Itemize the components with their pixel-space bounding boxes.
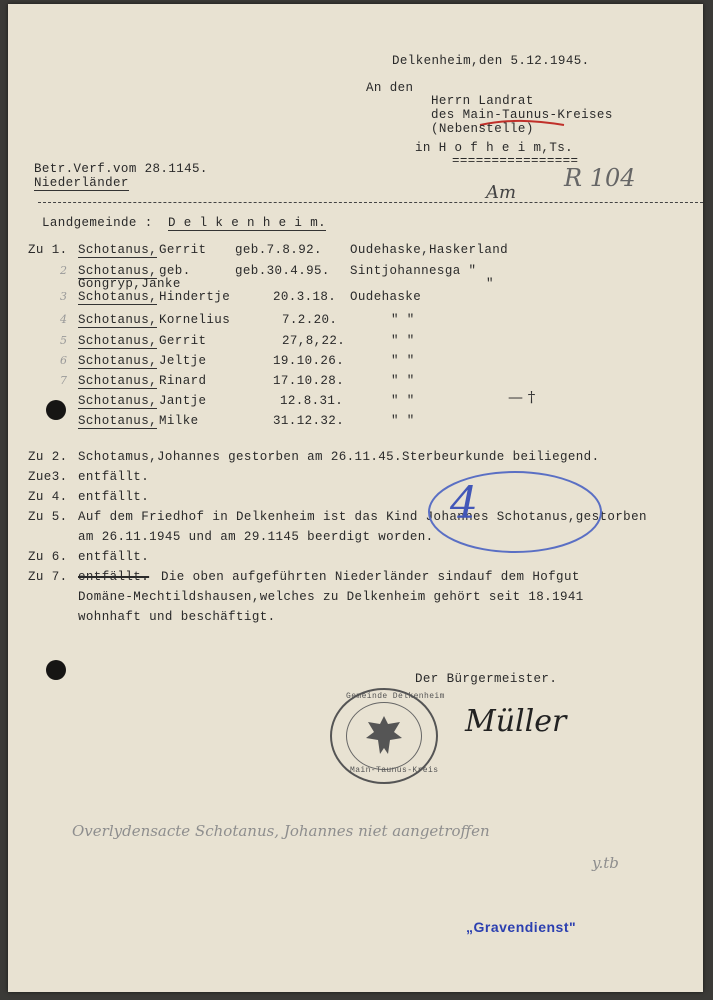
recipient-line-4-underline: ================ — [452, 154, 579, 168]
entry-birth-place: Oudehaske — [350, 290, 422, 304]
entry-birth-place: " " — [391, 374, 415, 388]
entry-given-name: Hindertje — [159, 290, 231, 304]
signature-title: Der Bürgermeister. — [415, 672, 558, 686]
recipient-line-2: des Main-Taunus-Kreises — [431, 108, 613, 122]
entry-birth-place: Oudehaske,Haskerland — [350, 243, 509, 257]
gemeinde-name: D e l k e n h e i m. — [168, 216, 327, 230]
item-text: entfällt. — [78, 550, 150, 564]
place-date: Delkenheim,den 5.12.1945. — [392, 54, 590, 68]
eagle-icon — [364, 712, 404, 758]
document-page — [8, 4, 703, 992]
entry-birth-date: 31.12.32. — [273, 414, 345, 428]
entry-pencil-number: 4 — [60, 313, 67, 326]
entry-birth-place: Sintjohannesga " — [350, 264, 477, 278]
entry-birth-date: 12.8.31. — [280, 394, 344, 408]
entry-given-name: Gerrit — [159, 334, 207, 348]
item-text: entfällt. — [78, 490, 150, 504]
entry-given-name: Kornelius — [159, 313, 231, 327]
gemeinde-label: Landgemeinde : — [42, 216, 153, 230]
recipient-line-4: in H o f h e i m,Ts. — [415, 141, 574, 155]
punch-hole — [46, 660, 66, 680]
recipient-line-1: Herrn Landrat — [431, 94, 534, 108]
deceased-mark: — † — [508, 388, 536, 406]
item-text: Domäne-Mechtildshausen,welches zu Delkenheim gehört seit 18.1941 — [78, 590, 584, 604]
entry-birth-date: 7.2.20. — [282, 313, 338, 327]
entry-surname: Schotanus, — [78, 374, 158, 388]
entry-given-name: Rinard — [159, 374, 207, 388]
entry-surname: Schotanus, — [78, 290, 158, 304]
handwritten-am: Am — [486, 182, 517, 203]
pencil-initials: y.tb — [592, 854, 619, 872]
entry-surname: Schotanus, — [78, 354, 158, 368]
item-text: Die oben aufgeführten Niederländer sindauf dem Hofgut — [161, 570, 580, 584]
entry-birth-place: " " — [391, 394, 415, 408]
entry-given-name: Gerrit — [159, 243, 207, 257]
item-text: Schotamus,Johannes gestorben am 26.11.45.Sterbeurkunde beiliegend. — [78, 450, 600, 464]
seal-bottom-text: Main-Taunus-Kreis — [350, 766, 439, 775]
item-text: entfällt. — [78, 470, 150, 484]
entry-birth-date: geb.7.8.92. — [235, 243, 322, 257]
entry-surname: Schotanus, — [78, 313, 158, 327]
entry-pencil-number: 3 — [60, 290, 67, 303]
reference-line: Betr.Verf.vom 28.1145. — [34, 162, 208, 176]
recipient-an-den: An den — [366, 81, 414, 95]
item-number: Zu 7. — [28, 570, 68, 584]
ditto-mark: " — [486, 277, 494, 291]
gravendienst-stamp: „Gravendienst" — [466, 919, 577, 935]
struck-text: entfällt. — [78, 570, 150, 584]
item-number: Zu 5. — [28, 510, 68, 524]
item-number: Zu 6. — [28, 550, 68, 564]
separator-line — [38, 202, 703, 203]
entry-pencil-number: 6 — [60, 354, 67, 367]
entry-birth-place: " " — [391, 313, 415, 327]
municipal-seal — [330, 688, 445, 784]
entry-birth-date: 19.10.26. — [273, 354, 345, 368]
entry-pencil-number: 7 — [60, 374, 67, 387]
entry-birth-date: 20.3.18. — [273, 290, 337, 304]
entry-surname: Schotanus, — [78, 334, 158, 348]
signature: Müller — [465, 704, 567, 739]
item-text: Auf dem Friedhof in Delkenheim ist das Kind Johannes Schotanus,gestorben — [78, 510, 647, 524]
entry-pencil-number: 2 — [60, 264, 67, 277]
entry-birth-date: geb.30.4.95. — [235, 264, 330, 278]
item-number: Zu 2. — [28, 450, 68, 464]
item-number: Zu 4. — [28, 490, 68, 504]
handwritten-reference: R 104 — [564, 164, 636, 192]
blue-number-annotation: 4 — [450, 478, 478, 529]
entry-birth-date: 27,8,22. — [282, 334, 346, 348]
entry-birth-place: " " — [391, 354, 415, 368]
entry-birth-place: " " — [391, 414, 415, 428]
entry-surname: Schotanus, — [78, 264, 158, 278]
entry-given-name: Jantje — [159, 394, 207, 408]
entry-birth-date: 17.10.28. — [273, 374, 345, 388]
entry-given-name: Jeltje — [159, 354, 207, 368]
subject-line: Niederländer — [34, 176, 129, 190]
entry-surname: Schotanus, — [78, 394, 158, 408]
item-text: am 26.11.1945 und am 29.1145 beerdigt worden. — [78, 530, 434, 544]
recipient-line-3: (Nebenstelle) — [431, 122, 534, 136]
entry-surname: Schotanus, — [78, 243, 158, 257]
punch-hole — [46, 400, 66, 420]
entry-pencil-number: 5 — [60, 334, 67, 347]
item-number: Zue3. — [28, 470, 68, 484]
seal-top-text: Gemeinde Delkenheim — [346, 692, 445, 701]
entry-number: Zu 1. — [28, 243, 68, 257]
entry-given-name: Milke — [159, 414, 199, 428]
entry-maiden-name: Gongryp,Janke — [78, 277, 181, 291]
entry-surname: Schotanus, — [78, 414, 158, 428]
entry-birth-place: " " — [391, 334, 415, 348]
entry-given-name: geb. — [159, 264, 191, 278]
pencil-note: Overlydensacte Schotanus, Johannes niet aangetroffen — [72, 822, 490, 840]
item-text: wohnhaft und beschäftigt. — [78, 610, 276, 624]
